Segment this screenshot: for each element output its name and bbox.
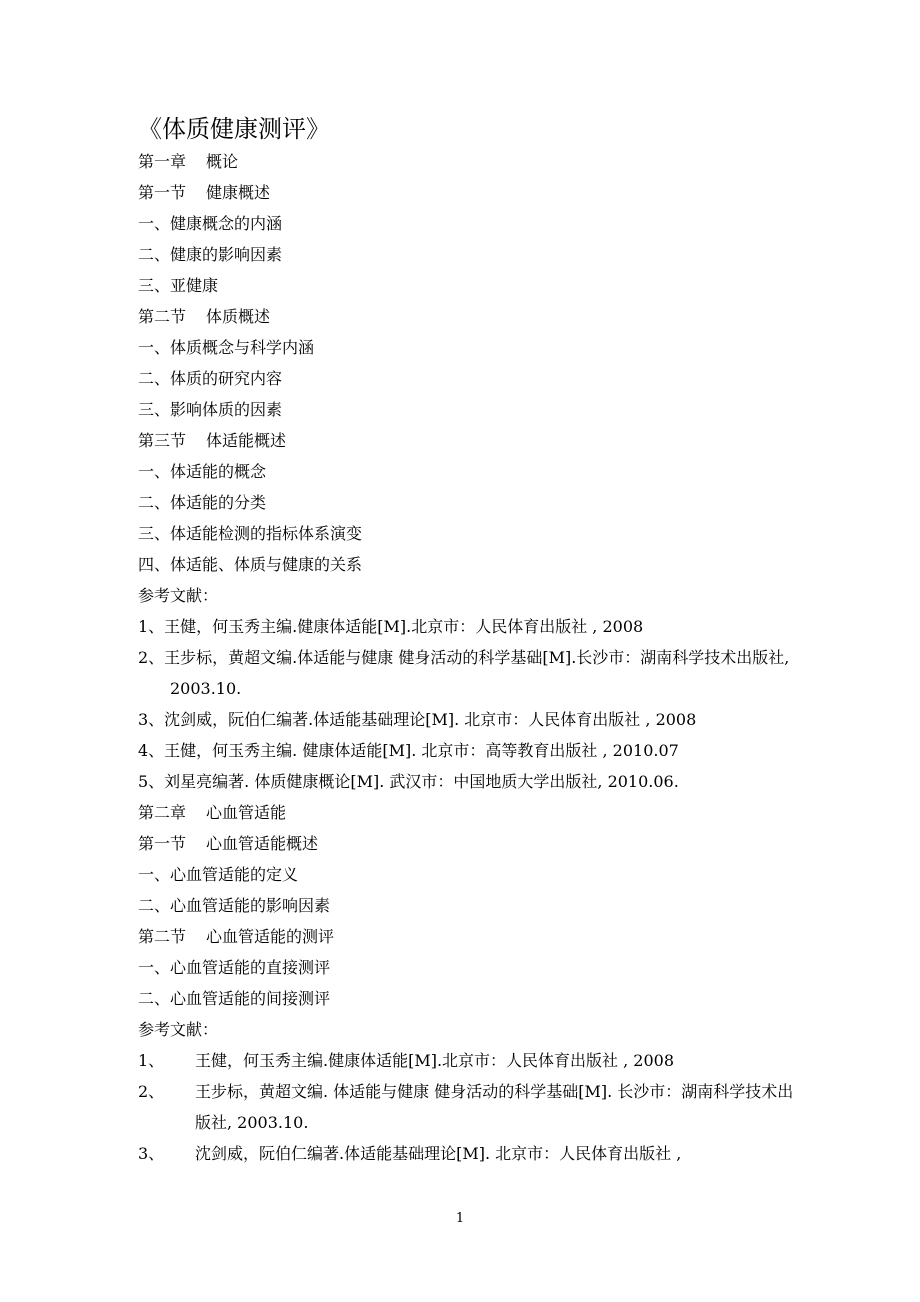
reference-number: 3、 — [138, 1144, 165, 1163]
chapter-heading — [138, 797, 794, 828]
section-heading — [138, 177, 794, 208]
chapter-heading — [138, 146, 794, 177]
outline-item: 二、心血管适能的间接测评 — [138, 989, 331, 1008]
reference-entry: 1、王健，何玉秀主编.健康体适能[M].北京市：人民体育出版社 , 2008 — [138, 617, 644, 636]
section-number: 第二节 — [138, 927, 187, 946]
chapter-name: 概论 — [206, 152, 239, 171]
section-heading — [138, 425, 794, 456]
outline-item: 四、体适能、体质与健康的关系 — [138, 555, 363, 574]
reference-entry: 3、沈剑威，阮伯仁编著.体适能基础理论[M]. 北京市：人民体育出版社 , 2008 — [138, 710, 697, 729]
outline-item: 二、体质的研究内容 — [138, 369, 283, 388]
outline-item: 一、健康概念的内涵 — [138, 214, 283, 233]
reference-entry: 4、王健，何玉秀主编. 健康体适能[M]. 北京市：高等教育出版社 , 2010.07 — [138, 741, 679, 760]
outline-item: 一、心血管适能的直接测评 — [138, 958, 331, 977]
section-name: 心血管适能的测评 — [206, 927, 335, 946]
document-body — [138, 112, 794, 1169]
outline-item: 三、体适能检测的指标体系演变 — [138, 524, 363, 543]
reference-text: 沈剑威，阮伯仁编著.体适能基础理论[M]. 北京市：人民体育出版社 , — [195, 1144, 682, 1163]
reference-entry: 5、刘星亮编著. 体质健康概论[M]. 武汉市：中国地质大学出版社, 2010.06. — [138, 772, 679, 791]
outline-item: 三、影响体质的因素 — [138, 400, 283, 419]
reference-text: 王步标，黄超文编. 体适能与健康 健身活动的科学基础[M]. 长沙市：湖南科学技术出版社, 2003.10. — [195, 1082, 794, 1132]
outline-item: 一、心血管适能的定义 — [138, 865, 299, 884]
page-number: 1 — [455, 1211, 465, 1226]
references-label: 参考文献： — [138, 586, 219, 605]
reference-entry — [138, 1138, 794, 1169]
chapter-name: 心血管适能 — [206, 803, 287, 822]
outline-item: 二、健康的影响因素 — [138, 245, 283, 264]
outline-item: 一、体质概念与科学内涵 — [138, 338, 315, 357]
section-name: 健康概述 — [206, 183, 271, 202]
section-heading — [138, 301, 794, 332]
reference-text: 王健，何玉秀主编.健康体适能[M].北京市：人民体育出版社 , 2008 — [195, 1051, 675, 1070]
outline-item: 二、心血管适能的影响因素 — [138, 896, 331, 915]
outline-item: 一、体适能的概念 — [138, 462, 267, 481]
section-heading — [138, 921, 794, 952]
section-number: 第三节 — [138, 431, 187, 450]
reference-entry — [138, 1076, 794, 1138]
section-heading — [138, 828, 794, 859]
reference-number: 1、 — [138, 1051, 165, 1070]
reference-number: 2、 — [138, 1082, 165, 1101]
section-number: 第一节 — [138, 183, 187, 202]
section-name: 体适能概述 — [206, 431, 287, 450]
references-label: 参考文献： — [138, 1020, 219, 1039]
reference-entry: 2、王步标，黄超文编.体适能与健康 健身活动的科学基础[M].长沙市：湖南科学技术出版社, 2003.10. — [138, 648, 790, 698]
outline-item: 三、亚健康 — [138, 276, 219, 295]
outline-item: 二、体适能的分类 — [138, 493, 267, 512]
section-name: 心血管适能概述 — [206, 834, 319, 853]
reference-entry — [138, 1045, 794, 1076]
chapter-number: 第二章 — [138, 803, 187, 822]
section-name: 体质概述 — [206, 307, 271, 326]
section-number: 第一节 — [138, 834, 187, 853]
section-number: 第二节 — [138, 307, 187, 326]
document-title: 《体质健康测评》 — [138, 115, 330, 143]
chapter-number: 第一章 — [138, 152, 187, 171]
